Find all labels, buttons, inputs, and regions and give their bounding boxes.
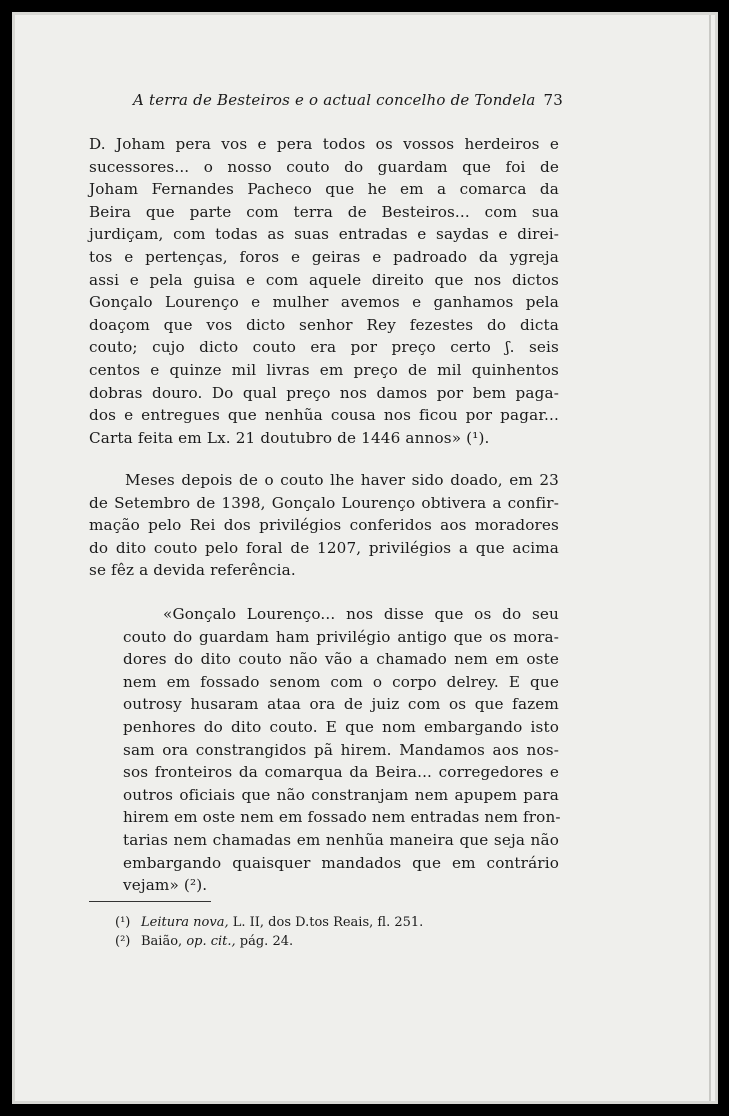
text-line: dobras douro. Do qual preço nos damos por bem paga-	[89, 383, 559, 402]
text-line: dos e entregues que nenhũa cousa nos ficou por pagar...	[89, 406, 559, 425]
text-line: assi e pela guisa e com aquele direito que nos dictos	[89, 270, 559, 289]
text-line: outros oficiais que não constranjam nem apupem para	[123, 785, 559, 804]
page-number: 73	[543, 91, 563, 109]
text-line: mação pelo Rei dos privilégios conferidos aos moradores	[89, 516, 559, 535]
footnotes	[115, 913, 423, 951]
footnote-marker: (²)	[115, 934, 131, 949]
text-line: embargando quaisquer mandados que em contrário	[123, 853, 559, 872]
text-line: tos e pertenças, foros e geiras e padroado da ygreja	[89, 247, 559, 266]
footnote-text: pág. 24.	[235, 934, 294, 949]
text-line: sucessores... o nosso couto do guardam que foi de	[89, 157, 559, 176]
text-line: Joham Fernandes Pacheco que he em a comarca da	[89, 180, 559, 199]
text-line: dores do dito couto não vão a chamado nem em oste	[123, 650, 559, 669]
text-line: Carta feita em Lx. 21 doutubro de 1446 annos» (¹).	[89, 428, 490, 447]
page-edge	[709, 15, 711, 1101]
text-line: couto do guardam ham privilégio antigo que os mora-	[123, 627, 559, 646]
text-line: couto; cujo dicto couto era por preço certo ʃ. seis	[89, 338, 559, 357]
footnote-text: L. II, dos D.tos Reais, fl. 251.	[228, 915, 424, 930]
footnote-rule	[89, 901, 211, 902]
running-head	[133, 91, 563, 109]
footnote-author: Baião,	[141, 934, 187, 949]
running-title: A terra de Besteiros e o actual concelho de Tondela	[133, 91, 536, 109]
text-line: centos e quinze mil livras em preço de mil quinhentos	[89, 360, 559, 379]
footnote-title: op. cit.,	[186, 934, 236, 949]
text-line: do dito couto pelo foral de 1207, privilégios a que acima	[89, 538, 559, 557]
text-line: Gonçalo Lourenço e mulher avemos e ganhamos pela	[89, 293, 559, 312]
text-line: doaçom que vos dicto senhor Rey fezestes do dicta	[89, 315, 559, 334]
text-line: D. Joham pera vos e pera todos os vossos herdeiros e	[89, 135, 559, 153]
paragraph-quote-1	[89, 133, 559, 449]
text-line: penhores do dito couto. E que nom embargando isto	[123, 717, 559, 736]
text-line: sam ora constrangidos pã hirem. Mandamos aos nos-	[123, 740, 559, 759]
text-line: sos fronteiros da comarqua da Beira... corregedores e	[123, 763, 559, 782]
paragraph-narrative	[89, 469, 559, 582]
text-line: jurdiçam, com todas as suas entradas e saydas e direi-	[89, 225, 559, 244]
text-line: Meses depois de o couto lhe haver sido doado, em 23	[125, 471, 559, 489]
text-line: outrosy husaram ataa ora de juiz com os que fazem	[123, 695, 559, 714]
paragraph-quote-2	[123, 603, 559, 897]
footnote-marker: (¹)	[115, 915, 131, 930]
text-line: se fêz a devida referência.	[89, 561, 296, 580]
book-page	[12, 12, 718, 1104]
text-line: tarias nem chamadas em nenhũa maneira que seja não	[123, 830, 559, 849]
text-line: vejam» (²).	[123, 876, 208, 895]
text-line: nem em fossado senom com o corpo delrey. E que	[123, 672, 559, 691]
footnote-1	[115, 913, 423, 932]
footnote-2	[115, 932, 423, 951]
text-line: Beira que parte com terra de Besteiros... com sua	[89, 202, 559, 221]
text-line: de Setembro de 1398, Gonçalo Lourenço obtivera a confir-	[89, 493, 559, 512]
footnote-title: Leitura nova,	[141, 915, 229, 930]
text-line: hirem em oste nem em fossado nem entradas nem fron-	[123, 808, 561, 827]
text-line: «Gonçalo Lourenço... nos disse que os do seu	[163, 605, 559, 623]
